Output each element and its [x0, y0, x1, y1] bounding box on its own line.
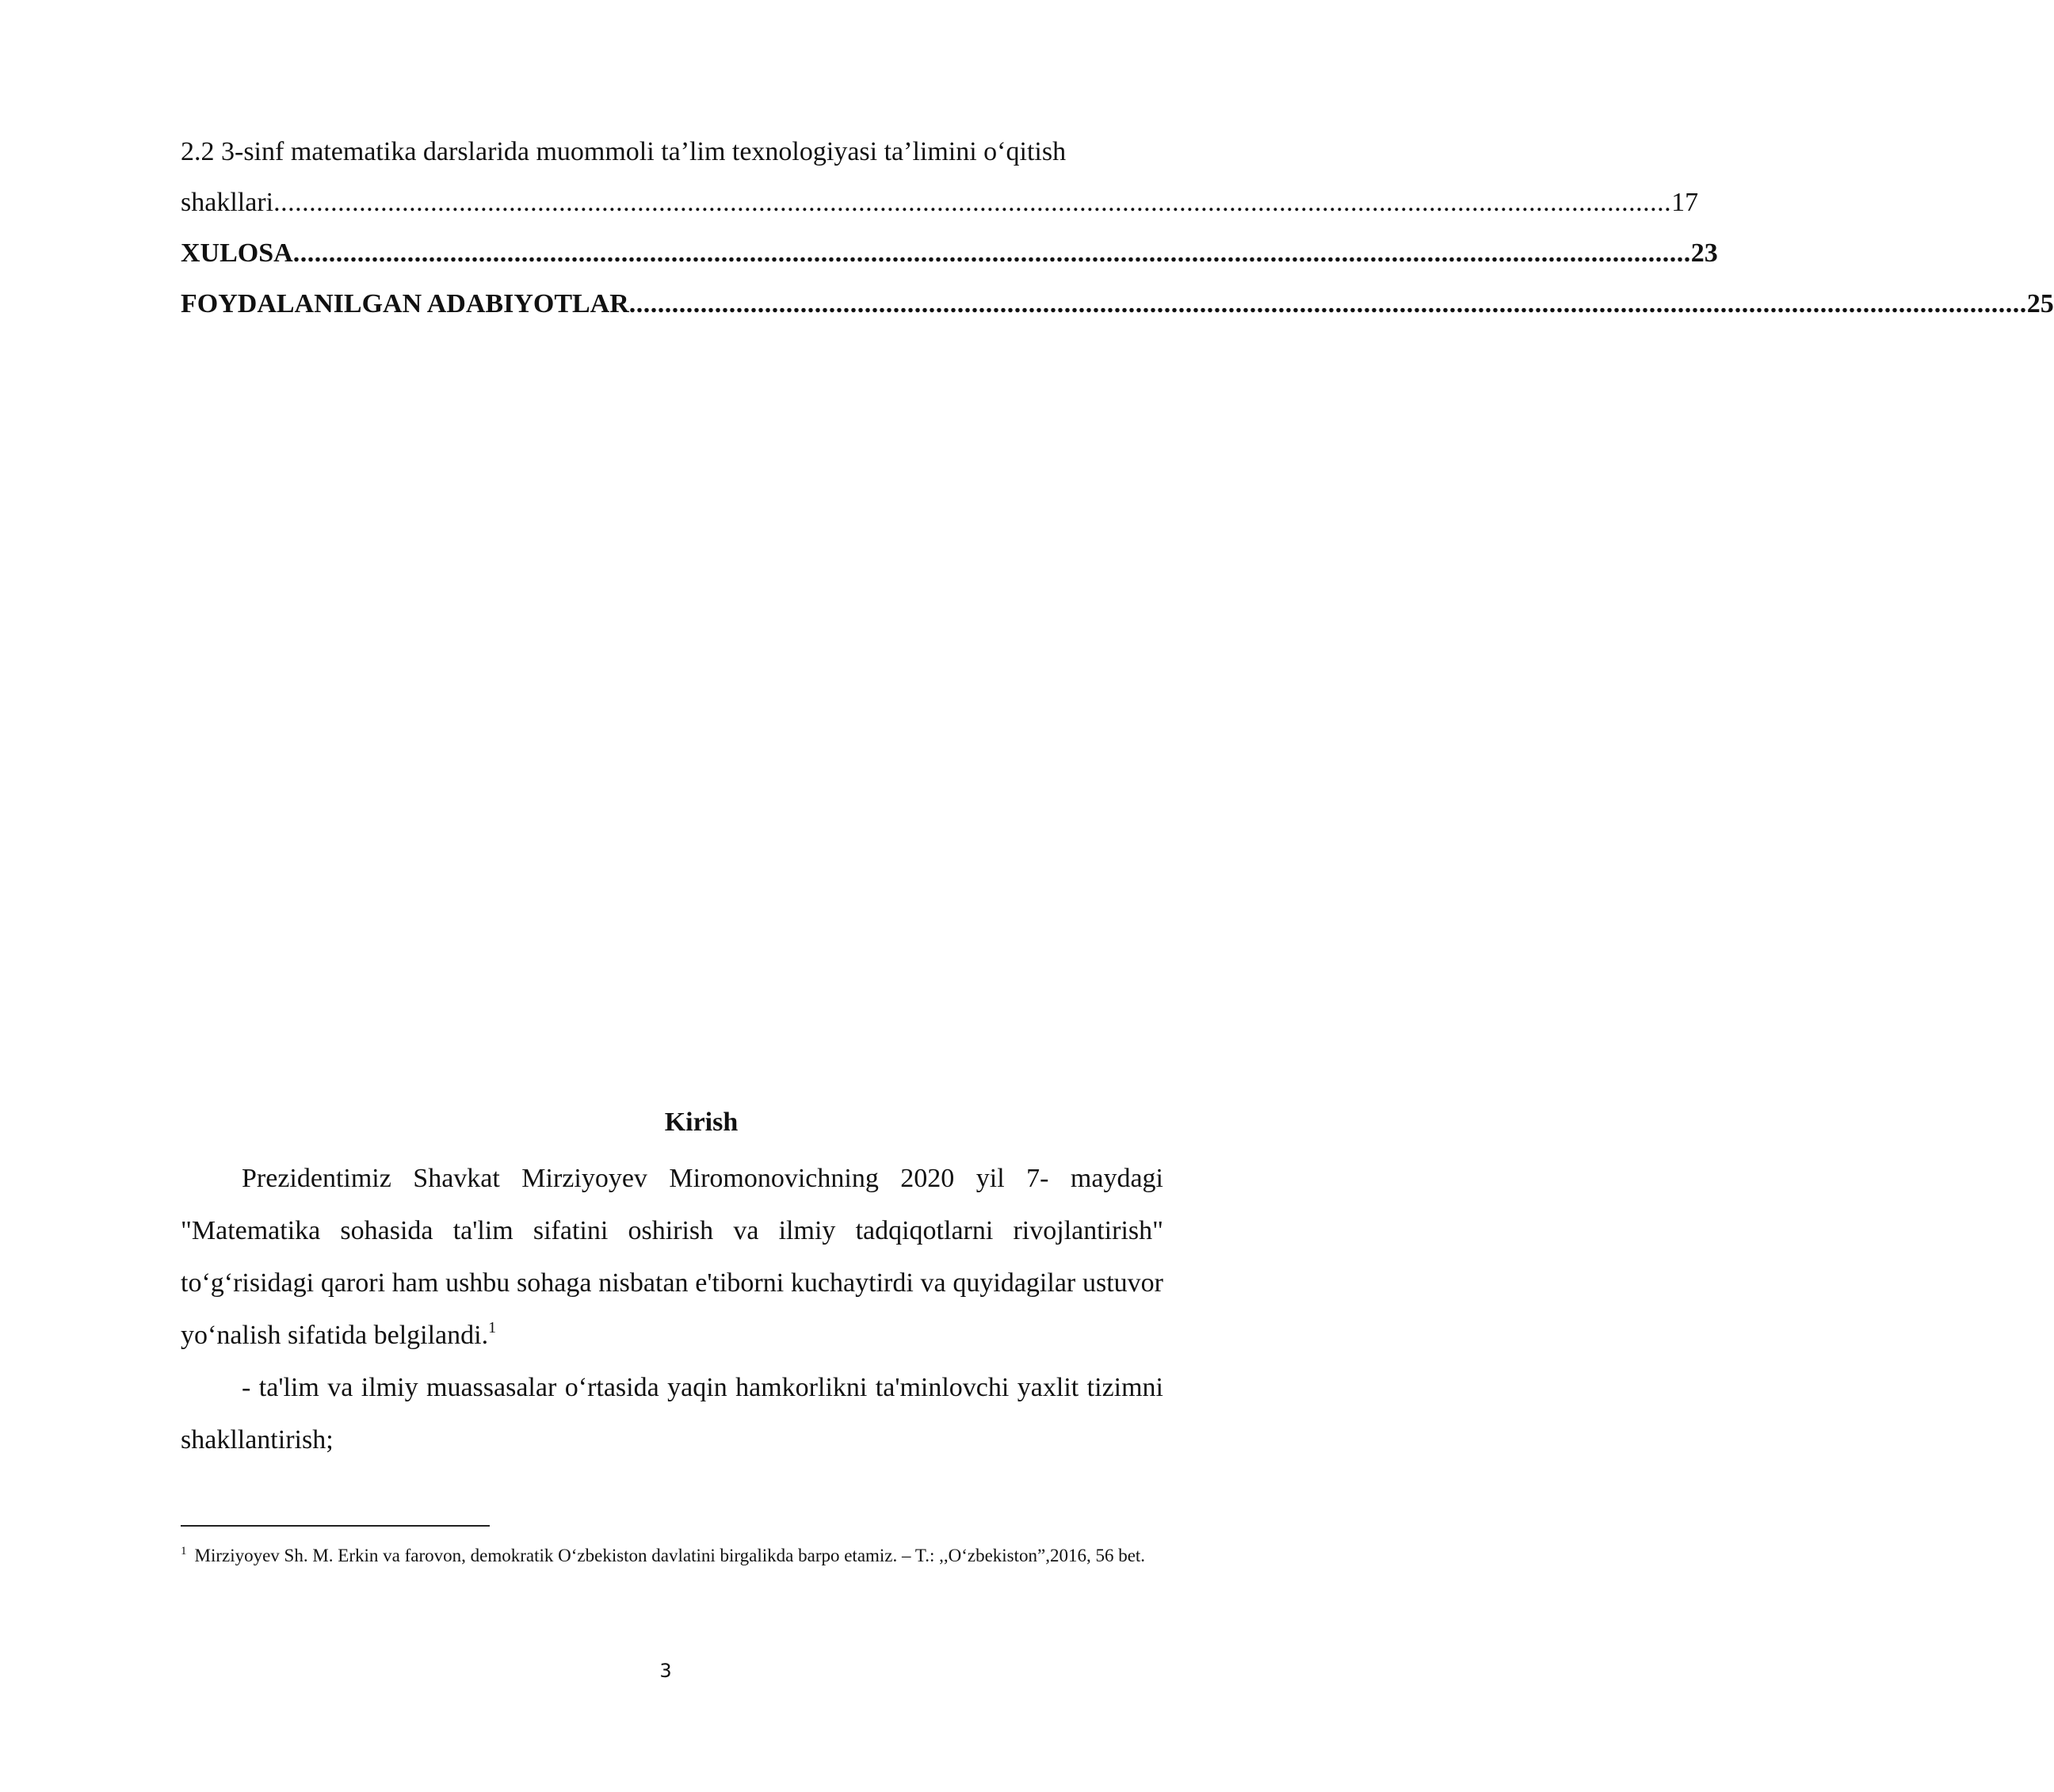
footnote-mark: 1 — [181, 1545, 187, 1558]
toc-entry-adabiyotlar-page: 25 — [2026, 289, 2054, 318]
paragraph-text: Prezidentimiz Shavkat Mirziyoyev Miromonovichning 2020 yil 7- maydagi "Matematika sohasida ta'lim sifatini oshirish va ilmiy tadqiqotlarni rivojlantirish" to‘g‘risidagi qarori ham ushbu sohaga nisbatan e'tiborni kuchaytirdi va quyidagilar ustuvor yo‘nalish sifatida belgilandi. — [181, 1164, 1163, 1350]
toc-entry-2-2-title: 2.2 3-sinf matematika darslarida muommoli ta’lim texnologiyasi ta’limini o‘qitish — [181, 137, 1067, 166]
section-heading: Kirish — [664, 1108, 739, 1137]
footnote-separator — [181, 1525, 490, 1527]
toc-entry-xulosa-page: 23 — [1690, 238, 1718, 268]
toc-entry-2-2-page: 17 — [1671, 188, 1699, 217]
footnote-text: Mirziyoyev Sh. M. Erkin va farovon, demokratik O‘zbekiston davlatini birgalikda barpo etamiz. – T.: ,,O‘zbekiston”,2016, 56 bet. — [194, 1546, 1146, 1565]
section-body — [181, 1153, 1163, 1466]
toc-entry-adabiyotlar-label: FOYDALANILGAN ADABIYOTLAR — [181, 289, 629, 318]
footnote-reference[interactable]: 1 — [488, 1319, 497, 1336]
toc-dot-leader: .................................................................................................................................................................................................... — [292, 238, 1691, 268]
table-of-contents — [181, 127, 2054, 330]
toc-dot-leader: .................................................................................................................................................................................................... — [628, 289, 2027, 318]
toc-entry-xulosa — [181, 228, 1718, 279]
toc-entry-2-2 — [181, 177, 1699, 228]
toc-dot-leader: .................................................................................................................................................................................................... — [273, 188, 1672, 217]
footnote — [181, 1538, 1163, 1573]
paragraph: - ta'lim va ilmiy muassasalar o‘rtasida yaqin hamkorlikni ta'minlovchi yaxlit tizimni shakllantirish; — [181, 1373, 1163, 1455]
toc-entry-xulosa-label: XULOSA — [181, 238, 293, 268]
toc-entry-2-2-label: shakllari — [181, 188, 274, 217]
toc-entry-adabiyotlar — [181, 279, 2054, 330]
paragraph — [181, 1153, 1163, 1362]
page-number: 3 — [659, 1660, 672, 1682]
